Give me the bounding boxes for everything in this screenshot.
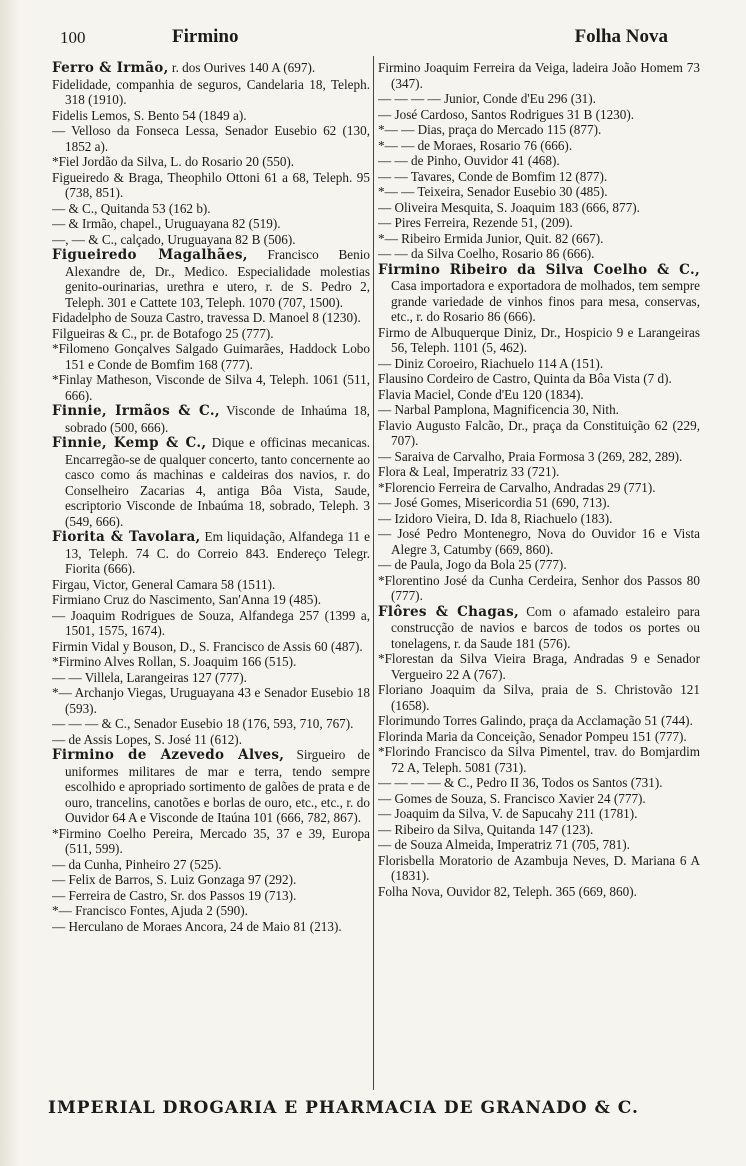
- entry-text: *— Ribeiro Ermida Junior, Quit. 82 (667).: [378, 230, 604, 246]
- directory-entry: [52, 732, 370, 748]
- entry-text: Firmin Vidal y Bouson, D., S. Francisco de Assis 60 (487).: [52, 638, 363, 654]
- entry-text: — Gomes de Souza, S. Francisco Xavier 24 (777).: [378, 790, 646, 806]
- entry-text: — & C., Quitanda 53 (162 b).: [52, 200, 211, 216]
- entry-text: Dique e officinas mecanicas. Encarregão-se de qualquer concerto, tanto concernente ao casco como ás machinas e caldeiras dos navios, r. do Conselheiro Zacarias 4, antiga Bôa Vista, Saude, escriptorio Visconde de Inbaúma 18, sobrado, Teleph. 3 (549, 666).: [65, 435, 370, 529]
- directory-entry: [52, 888, 370, 904]
- directory-entry: [52, 872, 370, 888]
- directory-entry: [378, 604, 700, 652]
- directory-entry: [378, 200, 700, 216]
- entry-text: Firgau, Victor, General Camara 58 (1511).: [52, 576, 276, 592]
- directory-entry: [378, 246, 700, 262]
- directory-entry: [378, 371, 700, 387]
- entry-text: Flausino Cordeiro de Castro, Quinta da Bôa Vista (7 d).: [378, 371, 672, 386]
- entry-text: *Florindo Francisco da Silva Pimentel, trav. do Bomjardim 72 A, Teleph. 5081 (731).: [378, 744, 700, 775]
- entry-text: — — de Pinho, Ouvidor 41 (468).: [378, 153, 560, 168]
- directory-entry: [378, 682, 700, 713]
- entry-text: — Narbal Pamplona, Magnificencia 30, Nith.: [378, 402, 619, 417]
- directory-entry: [378, 464, 700, 480]
- entry-text: *Fiel Jordão da Silva, L. do Rosario 20 (550).: [52, 154, 295, 169]
- directory-entry: [378, 791, 700, 807]
- page-header: [60, 26, 718, 50]
- entry-firm-name: Figueiredo Magalhães,: [52, 247, 248, 263]
- directory-entry: [52, 435, 370, 529]
- directory-entry: [378, 573, 700, 604]
- directory-entry: [378, 557, 700, 573]
- entry-text: Florimundo Torres Galindo, praça da Acclamação 51 (744).: [378, 713, 693, 728]
- directory-entry: [52, 326, 370, 342]
- directory-entry: [52, 670, 370, 686]
- left-column: [52, 60, 370, 1092]
- directory-entry: [52, 747, 370, 826]
- directory-entry: [52, 247, 370, 310]
- right-column: [378, 60, 700, 1092]
- entry-text: — José Pedro Montenegro, Nova do Ouvidor 16 e Vista Alegre 3, Catumby (669, 860).: [378, 526, 700, 557]
- entry-text: — — da Silva Coelho, Rosario 86 (666).: [378, 246, 595, 261]
- entry-text: *Filomeno Gonçalves Salgado Guimarães, Haddock Lobo 151 e Conde de Bomfim 168 (777).: [52, 341, 370, 372]
- entry-text: — Joaquim Rodrigues de Souza, Alfandega 257 (1399 a, 1501, 1575, 1674).: [52, 607, 370, 638]
- entry-text: Em liquidação, Alfandega 11 e 13, Teleph. 74 C. do Correio 843. Endereço Telegr. Fiorita (666).: [65, 529, 370, 576]
- entry-text: — Ferreira de Castro, Sr. dos Passos 19 (713).: [52, 887, 297, 903]
- directory-entry: [52, 592, 370, 608]
- entry-text: — Diniz Coroeiro, Riachuelo 114 A (151).: [378, 355, 604, 371]
- entry-text: *Firmino Alves Rollan, S. Joaquim 166 (515).: [52, 654, 297, 669]
- directory-entry: [52, 310, 370, 326]
- entry-text: r. dos Ourives 140 A (697).: [168, 60, 316, 75]
- entry-text: *— — Dias, praça do Mercado 115 (877).: [378, 122, 602, 137]
- directory-entry: [378, 744, 700, 775]
- entry-text: — José Cardoso, Santos Rodrigues 31 B (1230).: [378, 106, 635, 122]
- entry-text: Filgueiras & C., pr. de Botafogo 25 (777).: [52, 325, 274, 341]
- directory-entry: [52, 123, 370, 154]
- entry-text: — de Assis Lopes, S. José 11 (612).: [52, 731, 242, 747]
- entry-text: Flavio Augusto Falcão, Dr., praça da Constituição 62 (229, 707).: [378, 417, 700, 448]
- entry-firm-name: Fiorita & Tavolara,: [52, 529, 201, 545]
- directory-entry: [52, 685, 370, 716]
- directory-entry: [52, 403, 370, 435]
- entry-text: — de Souza Almeida, Imperatriz 71 (705, 781).: [378, 837, 630, 852]
- directory-entry: [378, 495, 700, 511]
- directory-entry: [52, 108, 370, 124]
- entry-text: Firmiano Cruz do Nascimento, San'Anna 19 (485).: [52, 592, 322, 607]
- entry-text: *Florentino José da Cunha Cerdeira, Senhor dos Passos 80 (777).: [378, 572, 700, 603]
- entry-text: —, — & C., calçado, Uruguayana 82 B (506).: [52, 231, 296, 247]
- entry-text: — Saraiva de Carvalho, Praia Formosa 3 (269, 282, 289).: [378, 448, 683, 464]
- entry-text: Folha Nova, Ouvidor 82, Teleph. 365 (669, 860).: [378, 883, 637, 899]
- directory-entry: [378, 138, 700, 154]
- entry-text: — & Irmão, chapel., Uruguayana 82 (519).: [52, 216, 281, 231]
- entry-text: *— Francisco Fontes, Ajuda 2 (590).: [52, 903, 248, 918]
- directory-entry: [378, 325, 700, 356]
- directory-entry: [52, 216, 370, 232]
- directory-entry: [378, 122, 700, 138]
- entry-text: Com o afamado estaleiro para construcção de navios e barcos de todos os portes ou tonelagens, r. da Saude 181 (576).: [391, 603, 700, 651]
- entry-text: Firmo de Albuquerque Diniz, Dr., Hospicio 9 e Larangeiras 56, Teleph. 1101 (5, 462).: [378, 324, 700, 355]
- directory-entry: [52, 577, 370, 593]
- directory-entry: [52, 608, 370, 639]
- entry-text: — — — & C., Senador Eusebio 18 (176, 593, 710, 767).: [52, 716, 354, 731]
- entry-text: Floriano Joaquim da Silva, praia de S. Christovão 121 (1658).: [378, 682, 700, 713]
- directory-entry: [378, 169, 700, 185]
- directory-entry: [52, 716, 370, 732]
- directory-entry: [52, 341, 370, 372]
- entry-text: *Florencio Ferreira de Carvalho, Andradas 29 (771).: [378, 479, 656, 495]
- entry-text: — — Tavares, Conde de Bomfim 12 (877).: [378, 168, 608, 184]
- directory-entry: [52, 77, 370, 108]
- entry-text: — de Paula, Jogo da Bola 25 (777).: [378, 557, 567, 572]
- entry-text: *— — Teixeira, Senador Eusebio 30 (485).: [378, 184, 608, 199]
- directory-entry: [378, 60, 700, 91]
- entry-text: Florinda Maria da Conceição, Senador Pompeu 151 (777).: [378, 728, 687, 744]
- directory-entry: [378, 822, 700, 838]
- entry-text: Fidadelpho de Souza Castro, travessa D. Manoel 8 (1230).: [52, 310, 361, 325]
- header-keyword-left: Firmino: [172, 26, 239, 47]
- entry-text: — — Villela, Larangeiras 127 (777).: [52, 669, 247, 685]
- entry-firm-name: Ferro & Irmão,: [52, 60, 169, 76]
- entry-firm-name: Flôres & Chagas,: [378, 603, 520, 620]
- entry-text: — Izidoro Vieira, D. Ida 8, Riachuelo (183).: [378, 510, 613, 526]
- directory-entry: [52, 903, 370, 919]
- directory-entry: [378, 651, 700, 682]
- directory-entry: [378, 418, 700, 449]
- directory-entry: [52, 826, 370, 857]
- directory-entry: [378, 153, 700, 169]
- entry-firm-name: Firmino de Azevedo Alves,: [52, 747, 285, 763]
- directory-entry: [378, 215, 700, 231]
- entry-text: Visconde de Inhaúma 18, sobrado (500, 666).: [65, 403, 370, 435]
- directory-entry: [52, 857, 370, 873]
- entry-text: — — — — Junior, Conde d'Eu 296 (31).: [378, 91, 596, 106]
- entry-text: Casa importadora e exportadora de molhados, tem sempre grande variedade de vinhos finos para mesa, conservas, etc., r. do Rosario 86 (666).: [391, 278, 700, 324]
- directory-entry: [378, 511, 700, 527]
- directory-entry: [378, 107, 700, 123]
- directory-entry: [378, 837, 700, 853]
- entry-text: Florisbella Moratorio de Azambuja Neves, D. Mariana 6 A (1831).: [378, 852, 700, 883]
- directory-entry: [378, 729, 700, 745]
- entry-text: Flavia Maciel, Conde d'Eu 120 (1834).: [378, 386, 584, 402]
- entry-firm-name: Firmino Ribeiro da Silva Coelho & C.,: [378, 261, 700, 278]
- directory-entry: [52, 232, 370, 248]
- entry-text: *Finlay Matheson, Visconde de Silva 4, Teleph. 1061 (511, 666).: [52, 372, 370, 403]
- directory-entry: [378, 402, 700, 418]
- entry-text: — Ribeiro da Silva, Quitanda 147 (123).: [378, 821, 594, 837]
- directory-entry: [52, 919, 370, 935]
- entry-text: Sirgueiro de uniformes militares de mar e terra, tendo sempre escolhido e apropriado sortimento de galões de prata e de ouro, trancelins, canotões e borlas de ouro, etc., etc., r. do Ouvidor 64 A e Visconde de Itaúna 101 (666, 782, 867).: [65, 747, 370, 825]
- directory-entry: [378, 184, 700, 200]
- directory-entry: [378, 449, 700, 465]
- entry-text: Figueiredo & Braga, Theophilo Ottoni 61 a 68, Teleph. 95 (738, 851).: [52, 169, 370, 200]
- directory-entry: [378, 480, 700, 496]
- directory-entry: [52, 60, 370, 77]
- directory-entry: [378, 526, 700, 557]
- entry-text: — Oliveira Mesquita, S. Joaquim 183 (666, 877).: [378, 199, 640, 215]
- entry-text: Francisco Benio Alexandre de, Dr., Medico. Especialidade molestias genito-ourinarias, urethra e utero, r. de S. Pedro 2, Teleph. 301 e Cattete 103, Teleph. 1070 (707, 1500).: [65, 247, 370, 310]
- entry-text: *— Archanjo Viegas, Uruguayana 43 e Senador Eusebio 18 (593).: [52, 685, 370, 716]
- directory-entry: [378, 262, 700, 325]
- directory-entry: [52, 639, 370, 655]
- page-edge-shadow: [0, 0, 20, 1166]
- entry-text: *— — de Moraes, Rosario 76 (666).: [378, 137, 573, 153]
- column-divider: [373, 56, 374, 1090]
- header-keyword-right: Folha Nova: [574, 26, 668, 47]
- entry-text: — — — — & C., Pedro II 36, Todos os Santos (731).: [378, 775, 663, 790]
- directory-entry: [52, 154, 370, 170]
- entry-text: Firmino Joaquim Ferreira da Veiga, ladeira João Homem 73 (347).: [378, 60, 700, 91]
- directory-entry: [52, 170, 370, 201]
- entry-text: Flora & Leal, Imperatriz 33 (721).: [378, 464, 560, 479]
- directory-entry: [378, 387, 700, 403]
- directory-entry: [378, 853, 700, 884]
- directory-entry: [378, 884, 700, 900]
- entry-text: — Herculano de Moraes Ancora, 24 de Maio 81 (213).: [52, 918, 342, 934]
- entry-text: *Firmino Coelho Pereira, Mercado 35, 37 e 39, Europa (511, 599).: [52, 825, 370, 856]
- entry-text: — José Gomes, Misericordia 51 (690, 713).: [378, 495, 610, 510]
- directory-entry: [378, 356, 700, 372]
- directory-entry: [52, 654, 370, 670]
- directory-entry: [378, 713, 700, 729]
- footer-advert: IMPERIAL DROGARIA E PHARMACIA DE GRANADO & C.: [48, 1098, 639, 1118]
- directory-entry: [378, 806, 700, 822]
- directory-entry: [52, 529, 370, 577]
- directory-entry: [378, 231, 700, 247]
- entry-text: Fidelidade, companhia de seguros, Candelaria 18, Teleph. 318 (1910).: [52, 76, 370, 107]
- entry-text: — Velloso da Fonseca Lessa, Senador Eusebio 62 (130, 1852 a).: [52, 123, 370, 154]
- entry-text: Fidelis Lemos, S. Bento 54 (1849 a).: [52, 107, 247, 123]
- entry-text: — Felix de Barros, S. Luiz Gonzaga 97 (292).: [52, 872, 297, 887]
- entry-text: — Pires Ferreira, Rezende 51, (209).: [378, 215, 573, 230]
- entry-firm-name: Finnie, Irmãos & C.,: [52, 403, 220, 419]
- entry-text: — da Cunha, Pinheiro 27 (525).: [52, 856, 222, 872]
- entry-text: — Joaquim da Silva, V. de Sapucahy 211 (1781).: [378, 806, 638, 821]
- directory-entry: [52, 372, 370, 403]
- entry-firm-name: Finnie, Kemp & C.,: [52, 435, 207, 451]
- page-number: 100: [60, 28, 86, 47]
- directory-entry: [52, 201, 370, 217]
- directory-entry: [378, 91, 700, 107]
- directory-entry: [378, 775, 700, 791]
- entry-text: *Florestan da Silva Vieira Braga, Andradas 9 e Senador Vergueiro 22 A (767).: [378, 651, 700, 682]
